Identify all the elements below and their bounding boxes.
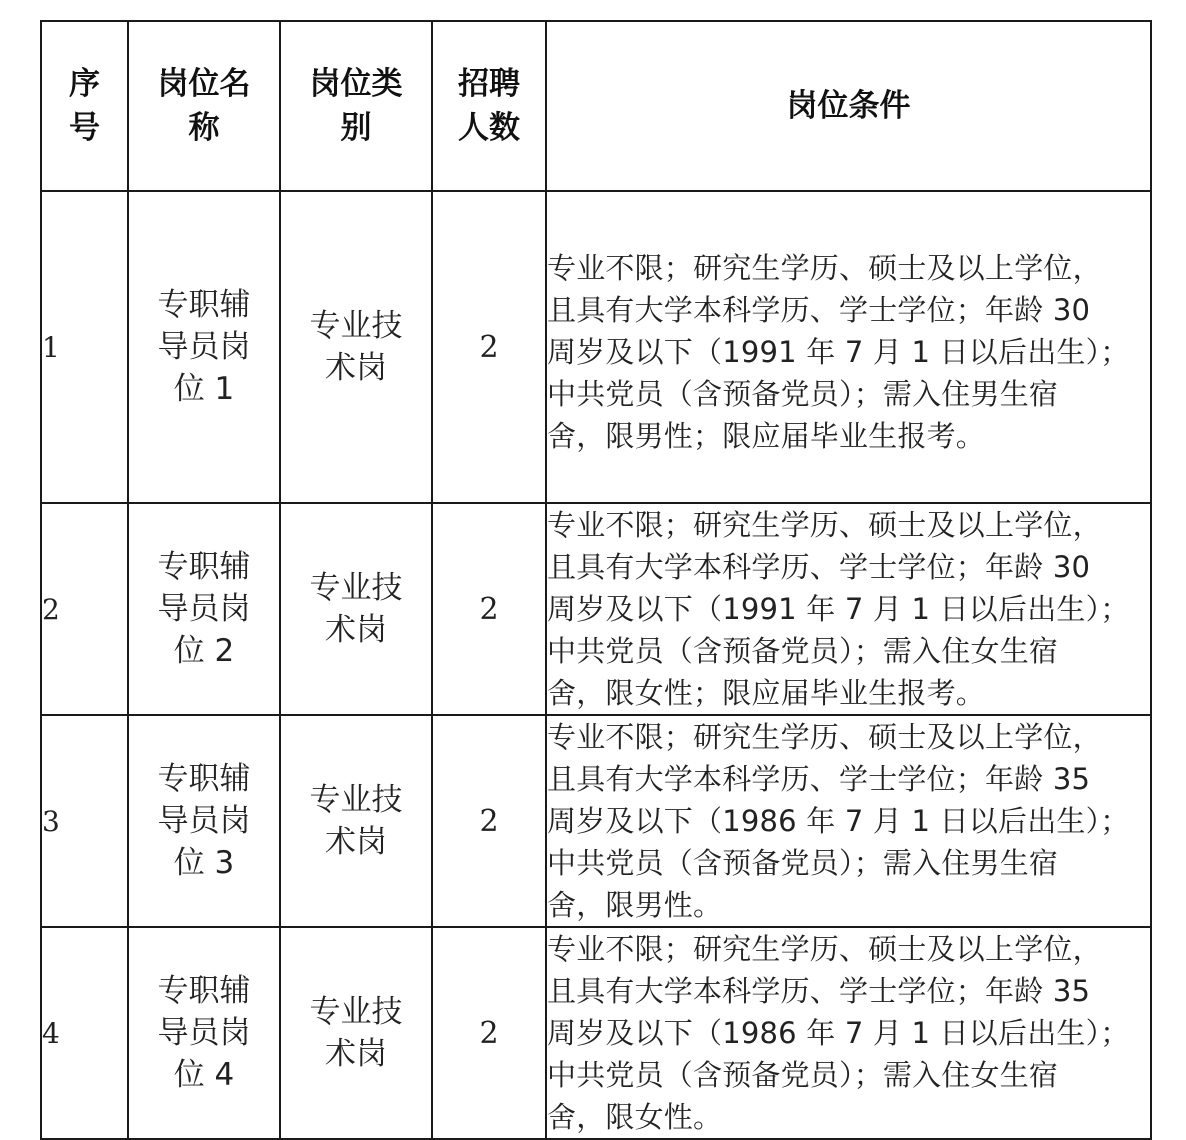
- row-position-category: 专业技 术岗: [280, 715, 432, 927]
- row-conditions: 专业不限；研究生学历、硕士及以上学位， 且具有大学本科学历、学士学位；年龄 35 周岁及以下（1986 年 7 月 1 日以后出生）； 中共党员（含预备党员）；需入住男生宿 舍，限男性。: [546, 715, 1151, 927]
- row-position-name: 专职辅 导员岗 位 2: [128, 503, 280, 715]
- row-conditions: 专业不限；研究生学历、硕士及以上学位， 且具有大学本科学历、学士学位；年龄 35 周岁及以下（1986 年 7 月 1 日以后出生）； 中共党员（含预备党员）；需入住女生宿 舍，限女性。: [546, 927, 1151, 1139]
- row-recruit-count: 2: [432, 191, 546, 503]
- table-row: [41, 503, 1151, 715]
- header-position-category: 岗位类 别: [280, 21, 432, 191]
- row-position-category: 专业技 术岗: [280, 927, 432, 1139]
- table-row: [41, 191, 1151, 503]
- row-recruit-count: 2: [432, 715, 546, 927]
- table-header-row: [41, 21, 1151, 191]
- row-recruit-count: 2: [432, 503, 546, 715]
- row-position-category: 专业技 术岗: [280, 503, 432, 715]
- row-seq: 1: [41, 191, 128, 503]
- row-seq: 3: [41, 715, 128, 927]
- row-conditions: 专业不限；研究生学历、硕士及以上学位， 且具有大学本科学历、学士学位；年龄 30 周岁及以下（1991 年 7 月 1 日以后出生）； 中共党员（含预备党员）；需入住女生宿 舍，限女性；限应届毕业生报考。: [546, 503, 1151, 715]
- header-recruit-count: 招聘 人数: [432, 21, 546, 191]
- row-position-name: 专职辅 导员岗 位 4: [128, 927, 280, 1139]
- row-position-category: 专业技 术岗: [280, 191, 432, 503]
- job-positions-table: [40, 20, 1152, 1140]
- header-position-name: 岗位名 称: [128, 21, 280, 191]
- row-position-name: 专职辅 导员岗 位 3: [128, 715, 280, 927]
- table-row: [41, 927, 1151, 1139]
- row-recruit-count: 2: [432, 927, 546, 1139]
- table-row: [41, 715, 1151, 927]
- row-conditions: 专业不限；研究生学历、硕士及以上学位， 且具有大学本科学历、学士学位；年龄 30 周岁及以下（1991 年 7 月 1 日以后出生）； 中共党员（含预备党员）；需入住男生宿 舍，限男性；限应届毕业生报考。: [546, 191, 1151, 503]
- row-position-name: 专职辅 导员岗 位 1: [128, 191, 280, 503]
- header-seq: 序 号: [41, 21, 128, 191]
- row-seq: 2: [41, 503, 128, 715]
- header-conditions: 岗位条件: [546, 21, 1151, 191]
- row-seq: 4: [41, 927, 128, 1139]
